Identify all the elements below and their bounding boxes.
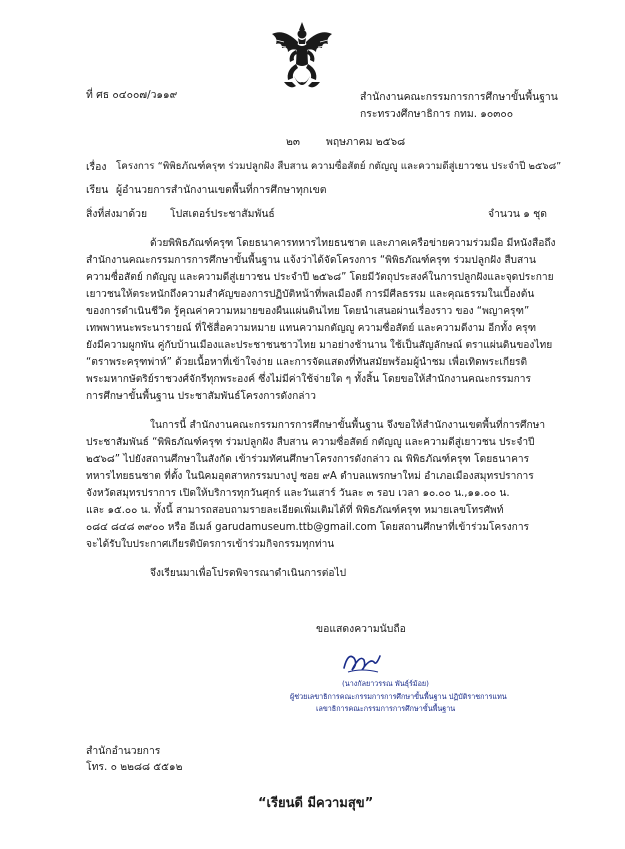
paragraph1-line: การศึกษาขั้นพื้นฐาน ประชาสัมพันธ์โครงการดังกล่าว bbox=[86, 391, 316, 402]
signatory-title-line2: เลขาธิการคณะกรรมการการศึกษาขั้นพื้นฐาน bbox=[316, 704, 456, 713]
paragraph2-line: จังหวัดสมุทรปราการ เปิดให้บริการทุกวันศุกร์ และวันเสาร์ วันละ ๓ รอบ เวลา ๑๐.๐๐ น.,๑๑.๐๐ น. bbox=[86, 488, 510, 499]
paragraph2-line: และ ๑๕.๐๐ น. ทั้งนี้ สามารถสอบถามรายละเอียดเพิ่มเติมได้ที่ พิพิธภัณฑ์ครุฑ หมายเลขโทรศัพท์ bbox=[86, 505, 504, 516]
paragraph2-line: ในการนี้ สำนักงานคณะกรรมการการศึกษาขั้นพื้นฐาน จึงขอให้สำนักงานเขตพื้นที่การศึกษา bbox=[150, 420, 546, 431]
signatory-title-line1: ผู้ช่วยเลขาธิการคณะกรรมการการศึกษาขั้นพื้นฐาน ปฏิบัติราชการแทน bbox=[290, 692, 507, 701]
office-name: สำนักงานคณะกรรมการการศึกษาขั้นพื้นฐาน bbox=[360, 91, 558, 103]
paragraph1-line: ด้วยพิพิธภัณฑ์ครุฑ โดยธนาคารทหารไทยธนชาต และภาคเครือข่ายความร่วมมือ มีหนังสือถึง bbox=[150, 238, 556, 249]
garuda-emblem bbox=[270, 20, 334, 94]
phone-number: โทร. ๐ ๒๒๘๘ ๕๕๑๒ bbox=[86, 761, 183, 773]
date-day: ๒๓ bbox=[286, 136, 300, 148]
paragraph1-line: สำนักงานคณะกรรมการการศึกษาขั้นพื้นฐาน แจ้งว่าได้จัดโครงการ “พิพิธภัณฑ์ครุฑ ร่วมปลูกฝัง สืบสาน bbox=[86, 255, 536, 266]
paragraph2-line: จะได้รับใบประกาศเกียรติบัตรการเข้าร่วมกิจกรรมทุกท่าน bbox=[86, 539, 335, 550]
enclosure-quantity: จำนวน ๑ ชุด bbox=[488, 208, 547, 220]
closing-request: จึงเรียนมาเพื่อโปรดพิจารณาดำเนินการต่อไป bbox=[150, 568, 347, 579]
paragraph1-line: “ตราพระครุฑพ่าห์” ด้วยเนื้อหาที่เข้าใจง่าย และการจัดแสดงที่ทันสมัยพร้อมผู้นำชม เพื่อเทิดพระเกียรติ bbox=[86, 357, 528, 368]
motto: “เรียนดี มีความสุข” bbox=[258, 796, 374, 811]
signoff: ขอแสดงความนับถือ bbox=[316, 623, 406, 635]
enclosure-label: สิ่งที่ส่งมาด้วย bbox=[86, 208, 148, 220]
recipient-text: ผู้อำนวยการสำนักงานเขตพื้นที่การศึกษาทุกเขต bbox=[116, 184, 327, 196]
paragraph1-line: ของการดำเนินชีวิต รู้คุณค่าความหมายของผืนแผ่นดินไทย โดยนำเสนอผ่านเรื่องราว ของ “พญาครุฑ” bbox=[86, 306, 530, 317]
subject-text: โครงการ “พิพิธภัณฑ์ครุฑ ร่วมปลูกฝัง สืบสาน ความซื่อสัตย์ กตัญญู และความดีสู่เยาวชน ประจำปี ๒๕๖๘” bbox=[116, 161, 562, 172]
subject-label: เรื่อง bbox=[86, 161, 107, 173]
paragraph2-line: ๐๘๔ ๘๔๘ ๓๙๐๐ หรือ อีเมล์ garudamuseum.ttb@gmail.com โดยสถานศึกษาที่เข้าร่วมโครงการ bbox=[86, 522, 530, 533]
office-address: กระทรวงศึกษาธิการ กทม. ๑๐๓๐๐ bbox=[360, 108, 514, 120]
paragraph1-line: เยาวชนให้ตระหนักถึงความสำคัญของการปฏิบัติหน้าที่พลเมืองดี การมีศีลธรรม และคุณธรรมในเบื้องต้น bbox=[86, 289, 535, 300]
paragraph1-line: ความซื่อสัตย์ กตัญญู และความดีสู่เยาวชน ประจำปี ๒๕๖๘” โดยมีวัตถุประสงค์ในการปลูกฝังและจุดประกาย bbox=[86, 272, 554, 283]
paragraph1-line: พระมหากษัตริย์ราชวงศ์จักรีทุกพระองค์ ซึ่งไม่มีค่าใช้จ่ายใด ๆ ทั้งสิ้น โดยขอให้สำนักงานคณะกรรมการ bbox=[86, 374, 531, 385]
paragraph1-line: ยังมีความผูกพัน คู่กับบ้านเมืองและประชาชนชาวไทย มาอย่างช้านาน ใช้เป็นสัญลักษณ์ ตราแผ่นดินของไทย bbox=[86, 340, 553, 351]
paragraph1-line: เทพพาหนะพระนารายณ์ ที่ใช้สื่อความหมาย แทนความกตัญญู ความซื่อสัตย์ และความดีงาม อีกทั้ง ครุฑ bbox=[86, 323, 537, 334]
document-number: ที่ ศธ ๐๔๐๐๗/ว๑๑๙ bbox=[86, 89, 178, 101]
paragraph2-line: ทหารไทยธนชาต ที่ตั้ง ในนิคมอุตสาหกรรมบางปู ซอย ๙A ตำบลแพรกษาใหม่ อำเภอเมืองสมุทรปราการ bbox=[86, 471, 534, 482]
enclosure-text: โปสเตอร์ประชาสัมพันธ์ bbox=[170, 208, 275, 220]
issuing-unit: สำนักอำนวยการ bbox=[86, 745, 161, 757]
date-month-year: พฤษภาคม ๒๕๖๘ bbox=[326, 136, 406, 148]
paragraph2-line: ๒๕๖๘” ไปยังสถานศึกษาในสังกัด เข้าร่วมทัศนศึกษาโครงการดังกล่าว ณ พิพิธภัณฑ์ครุฑ โดยธนาคาร bbox=[86, 454, 530, 465]
handwritten-signature bbox=[340, 648, 384, 676]
recipient-label: เรียน bbox=[86, 184, 109, 196]
paragraph2-line: ประชาสัมพันธ์ “พิพิธภัณฑ์ครุฑ ร่วมปลูกฝัง สืบสาน ความซื่อสัตย์ กตัญญู และความดีสู่เยาวชน ประจำปี bbox=[86, 437, 535, 448]
signatory-name: (นางกัลยาวรรณ พันธุ์ร์ม้อย) bbox=[342, 679, 429, 688]
